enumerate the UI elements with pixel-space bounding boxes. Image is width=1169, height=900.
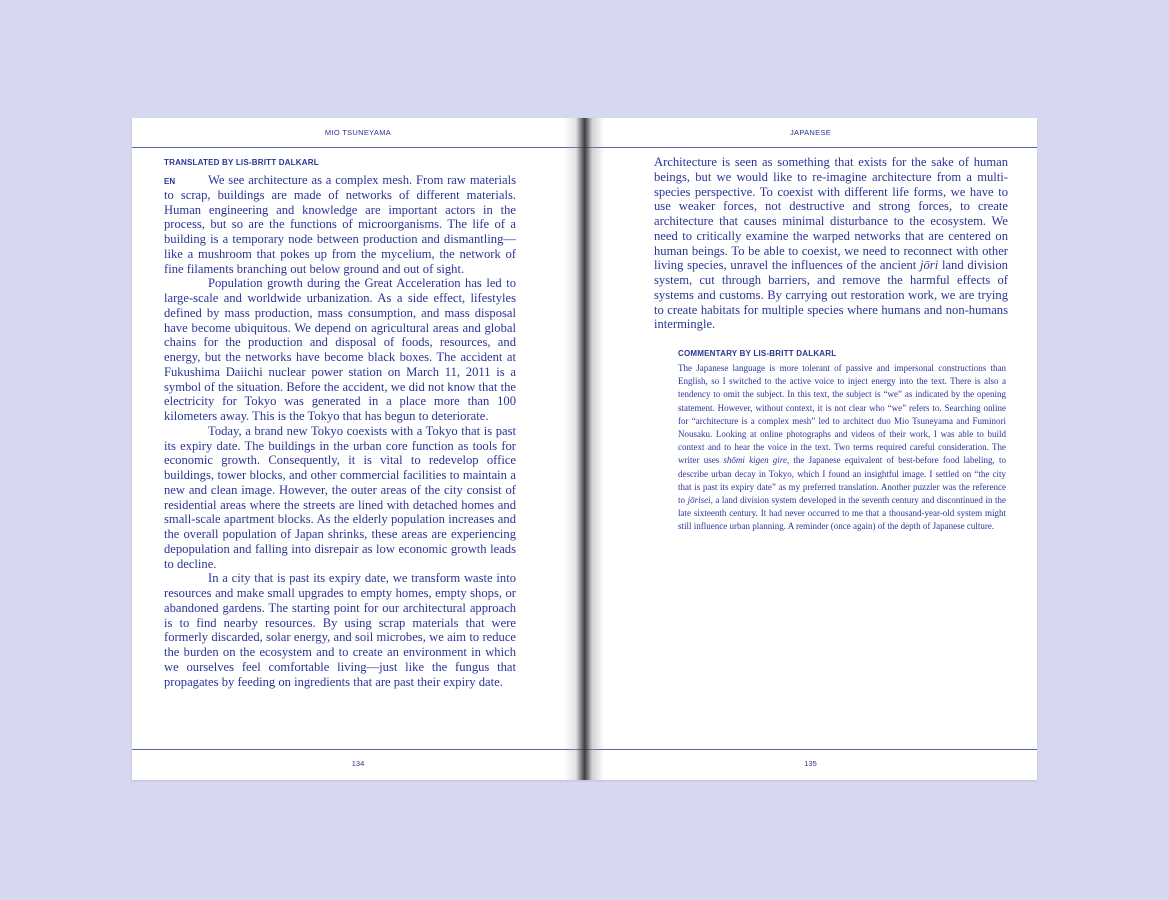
body-paragraph-2: Population growth during the Great Acceleration has led to large-scale and worldwide urbanization. As a side effect, lifestyles defined by mass production, mass consumption, and mass disposal have become ubiquitous. We depend on agricultural areas and global chains for the production and disposal of foods, resources, and energy, but the networks have become black boxes. The accident at Fukushima Daiichi nuclear power station on March 11, 2011 is a symbol of the situation. Before the accident, we did not know that the electricity for Tokyo was generated in a place more than 100 kilometers away. This is the Tokyo that has begun to deteriorate.	[164, 276, 516, 423]
italic-term-shomi-kigen-gire: shōmi kigen gire	[723, 455, 787, 466]
italic-term-jorisei: jōrisei	[687, 495, 711, 506]
book-spread	[132, 118, 1037, 780]
body-paragraph-right	[654, 155, 1008, 332]
paragraph-text: We see architecture as a complex mesh. From raw materials to scrap, buildings are made of networks of different materials. Human engineering and knowledge are important actors in the process, but so are the functions of microorganisms. The life of a building is a temporary node between production and dismantling—like a mushroom that pokes up from the mycelium, the network of fine filaments branching out below ground and out of sight.	[164, 173, 516, 276]
body-paragraph-3: Today, a brand new Tokyo coexists with a Tokyo that is past its expiry date. The buildings in the urban core function as tools for economic growth. Consequently, it is vital to redevelop office buildings, tower blocks, and other commercial facilities to maintain a new and clean image. However, the outer areas of the city consist of residential areas where the streets are lined with detached homes and small-scale apartment blocks. As the elderly population increases and the overall population of Japan shrinks, these areas are experiencing depopulation and falling into disrepair as low economic growth leads to decline.	[164, 423, 516, 571]
body-paragraph-1	[164, 173, 516, 276]
right-text-column	[654, 155, 1008, 332]
running-head-right: JAPANESE	[789, 128, 832, 137]
header-rule-left	[132, 147, 584, 148]
commentary-title: COMMENTARY BY LIS-BRITT DALKARL	[678, 349, 837, 358]
paragraph-segment: land division system, cut through barriers, and remove the harmful effects of systems and customs. By carrying out restoration work, we are trying to create habitats for multiple species where humans and non-humans intermingle.	[654, 258, 1008, 332]
commentary-segment: The Japanese language is more tolerant of passive and impersonal constructions than English, so I switched to the active voice to inject energy into the text. There is also a tendency to omit the subject. In this text, the subject is “we” as indicated by the opening statement. However, without context, it is not clear who “we” refers to. Searching online for “architecture is a complex mesh” led to architect duo Mio Tsuneyama and Fuminori Nousaku. Looking at online photographs and videos of their work, I was able to build context and to hear the voice in the text. Two terms required careful consideration. The writer uses	[678, 363, 1006, 466]
body-paragraph-4: In a city that is past its expiry date, we transform waste into resources and make small upgrades to empty homes, empty shops, or abandoned gardens. The starting point for our architectural approach is to find nearby resources. By using scrap materials that were formerly discarded, solar energy, and soil microbes, we aim to reduce the burden on the ecosystem and to create an environment in which we ourselves feel comfortable living—just like the fungus that propagates by feeding on ingredients that are past their expiry date.	[164, 571, 516, 689]
translator-credit: TRANSLATED BY LIS-BRITT DALKARL	[164, 158, 319, 167]
footer-rule-right	[584, 749, 1037, 750]
right-page	[584, 118, 1037, 780]
header-rule-right	[584, 147, 1037, 148]
page-number-right: 135	[804, 759, 817, 768]
commentary-segment: , a land division system developed in the seventh century and discontinued in the late sixteenth century. It had never occurred to me that a thousand-year-old system might still influence urban planning. A reminder (once again) of the depth of Japanese culture.	[678, 495, 1006, 532]
page-number-left: 134	[351, 759, 365, 768]
commentary-text	[678, 362, 1006, 534]
running-head-left: MIO TSUNEYAMA	[324, 128, 392, 137]
footer-rule-left	[132, 749, 584, 750]
italic-term-jori: jōri	[920, 258, 939, 273]
language-tag: EN	[164, 177, 176, 186]
commentary-block	[678, 349, 1006, 534]
left-page	[132, 118, 584, 780]
paragraph-segment: Architecture is seen as something that exists for the sake of human beings, but we would like to re-imagine architecture from a multi-species perspective. To coexist with different life forms, we have to use weaker forces, not destructive and strong forces, to create architecture that causes minimal disturbance to the ecosystem. We need to critically examine the warped networks that are centered on human beings. To be able to coexist, we need to reconnect with other living species, unravel the influences of the ancient	[654, 155, 1008, 273]
commentary-segment: , the Japanese equivalent of best-before food labeling, to describe urban decay in Tokyo, which I found an insightful image. I settled on “the city that is past its expiry date” as my preferred translation. Another puzzler was the reference to	[678, 455, 1006, 506]
left-text-column	[164, 158, 516, 689]
